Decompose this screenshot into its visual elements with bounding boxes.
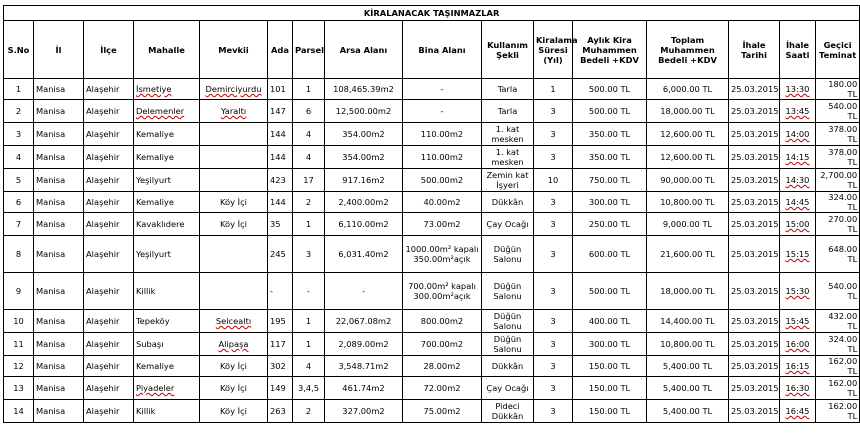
cell-sno: 6 xyxy=(4,192,34,213)
table-title: KİRALANACAK TAŞINMAZLAR xyxy=(4,6,860,21)
cell-saat: 16:15 xyxy=(780,356,816,377)
table-row xyxy=(4,356,860,377)
cell-sno: 4 xyxy=(4,146,34,169)
cell-ada: 117 xyxy=(268,333,293,356)
cell-sure: 3 xyxy=(534,236,573,273)
cell-mahalle: Kemaliye xyxy=(134,123,200,146)
cell-mahalle: Tepeköy xyxy=(134,310,200,333)
cell-arsa: 6,031.40m2 xyxy=(325,236,403,273)
cell-aylik: 300.00 TL xyxy=(573,333,647,356)
cell-il: Manisa xyxy=(34,356,84,377)
cell-sno: 10 xyxy=(4,310,34,333)
cell-sno: 2 xyxy=(4,100,34,123)
cell-ada: 147 xyxy=(268,100,293,123)
cell-saat: 15:45 xyxy=(780,310,816,333)
cell-sno: 7 xyxy=(4,213,34,236)
cell-teminat: 180.00 TL xyxy=(816,79,860,100)
cell-aylik: 150.00 TL xyxy=(573,356,647,377)
cell-sno: 13 xyxy=(4,377,34,400)
cell-mevkii xyxy=(200,169,268,192)
cell-arsa: 917.16m2 xyxy=(325,169,403,192)
cell-sure: 3 xyxy=(534,310,573,333)
cell-saat: 14:15 xyxy=(780,146,816,169)
cell-saat: 14:30 xyxy=(780,169,816,192)
cell-ilce: Alaşehir xyxy=(84,100,134,123)
cell-toplam: 10,800.00 TL xyxy=(647,192,729,213)
cell-arsa: 6,110.00m2 xyxy=(325,213,403,236)
cell-sno: 8 xyxy=(4,236,34,273)
cell-kullanim: 1. kat mesken xyxy=(482,146,534,169)
cell-il: Manisa xyxy=(34,123,84,146)
cell-arsa: 108,465.39m2 xyxy=(325,79,403,100)
cell-sure: 3 xyxy=(534,146,573,169)
cell-sure: 3 xyxy=(534,213,573,236)
cell-sure: 3 xyxy=(534,123,573,146)
cell-mevkii: Selcealtı xyxy=(200,310,268,333)
cell-sno: 5 xyxy=(4,169,34,192)
cell-arsa: - xyxy=(325,273,403,310)
cell-parsel: 3,4,5 xyxy=(293,377,325,400)
header-toplam: Toplam Muhammen Bedeli +KDV xyxy=(647,21,729,79)
cell-toplam: 14,400.00 TL xyxy=(647,310,729,333)
header-row xyxy=(4,21,860,79)
cell-sure: 3 xyxy=(534,273,573,310)
cell-mahalle: Yeşilyurt xyxy=(134,236,200,273)
cell-saat: 15:30 xyxy=(780,273,816,310)
table-row xyxy=(4,79,860,100)
cell-kullanim: Dükkân xyxy=(482,356,534,377)
cell-bina: 800.00m2 xyxy=(403,310,482,333)
cell-toplam: 12,600.00 TL xyxy=(647,123,729,146)
cell-mevkii: Köy İçi xyxy=(200,192,268,213)
cell-arsa: 2,089.00m2 xyxy=(325,333,403,356)
cell-teminat: 162.00 TL xyxy=(816,377,860,400)
cell-mahalle: Subaşı xyxy=(134,333,200,356)
cell-mevkii xyxy=(200,123,268,146)
cell-teminat: 324.00 TL xyxy=(816,333,860,356)
cell-mahalle: Kemaliye xyxy=(134,192,200,213)
cell-parsel: 1 xyxy=(293,333,325,356)
header-parsel: Parsel xyxy=(293,21,325,79)
cell-parsel: 2 xyxy=(293,192,325,213)
cell-aylik: 150.00 TL xyxy=(573,400,647,423)
header-sno: S.No xyxy=(4,21,34,79)
cell-teminat: 648.00 TL xyxy=(816,236,860,273)
cell-toplam: 5,400.00 TL xyxy=(647,356,729,377)
header-mevkii: Mevkii xyxy=(200,21,268,79)
cell-mahalle: Piyadeler xyxy=(134,377,200,400)
cell-mevkii xyxy=(200,273,268,310)
cell-kullanim: Dükkân xyxy=(482,192,534,213)
cell-saat: 15:00 xyxy=(780,213,816,236)
cell-mahalle: Killik xyxy=(134,273,200,310)
cell-arsa: 327.00m2 xyxy=(325,400,403,423)
cell-ada: - xyxy=(268,273,293,310)
cell-aylik: 600.00 TL xyxy=(573,236,647,273)
cell-mevkii xyxy=(200,146,268,169)
cell-parsel: 1 xyxy=(293,310,325,333)
cell-il: Manisa xyxy=(34,377,84,400)
table-row xyxy=(4,100,860,123)
cell-ilce: Alaşehir xyxy=(84,400,134,423)
cell-parsel: 1 xyxy=(293,213,325,236)
cell-ilce: Alaşehir xyxy=(84,356,134,377)
cell-mevkii: Köy İçi xyxy=(200,213,268,236)
table-row xyxy=(4,333,860,356)
cell-sure: 3 xyxy=(534,400,573,423)
cell-ada: 423 xyxy=(268,169,293,192)
header-bina: Bina Alanı xyxy=(403,21,482,79)
cell-mevkii: Yaraltı xyxy=(200,100,268,123)
header-sure: Kiralama Süresi (Yıl) xyxy=(534,21,573,79)
cell-sno: 12 xyxy=(4,356,34,377)
cell-sno: 3 xyxy=(4,123,34,146)
cell-ilce: Alaşehir xyxy=(84,213,134,236)
cell-sno: 14 xyxy=(4,400,34,423)
cell-ilce: Alaşehir xyxy=(84,79,134,100)
cell-toplam: 9,000.00 TL xyxy=(647,213,729,236)
cell-sno: 11 xyxy=(4,333,34,356)
cell-parsel: 3 xyxy=(293,236,325,273)
header-il: İl xyxy=(34,21,84,79)
cell-mahalle: Kemaliye xyxy=(134,356,200,377)
cell-arsa: 354.00m2 xyxy=(325,146,403,169)
cell-tarih: 25.03.2015 xyxy=(729,100,780,123)
cell-ada: 302 xyxy=(268,356,293,377)
cell-arsa: 354.00m2 xyxy=(325,123,403,146)
cell-il: Manisa xyxy=(34,79,84,100)
cell-ada: 149 xyxy=(268,377,293,400)
table-row xyxy=(4,273,860,310)
cell-arsa: 22,067.08m2 xyxy=(325,310,403,333)
cell-mahalle: Yeşilyurt xyxy=(134,169,200,192)
cell-aylik: 250.00 TL xyxy=(573,213,647,236)
cell-teminat: 540.00 TL xyxy=(816,273,860,310)
cell-aylik: 750.00 TL xyxy=(573,169,647,192)
cell-ada: 144 xyxy=(268,123,293,146)
cell-tarih: 25.03.2015 xyxy=(729,310,780,333)
cell-aylik: 500.00 TL xyxy=(573,100,647,123)
cell-parsel: - xyxy=(293,273,325,310)
cell-saat: 13:30 xyxy=(780,79,816,100)
cell-tarih: 25.03.2015 xyxy=(729,400,780,423)
cell-mevkii: Köy İçi xyxy=(200,377,268,400)
cell-ilce: Alaşehir xyxy=(84,273,134,310)
cell-il: Manisa xyxy=(34,400,84,423)
cell-aylik: 500.00 TL xyxy=(573,79,647,100)
cell-aylik: 150.00 TL xyxy=(573,377,647,400)
table-body xyxy=(4,79,860,423)
cell-sure: 1 xyxy=(534,79,573,100)
table-row xyxy=(4,236,860,273)
cell-aylik: 300.00 TL xyxy=(573,192,647,213)
cell-il: Manisa xyxy=(34,333,84,356)
cell-aylik: 500.00 TL xyxy=(573,273,647,310)
header-arsa: Arsa Alanı xyxy=(325,21,403,79)
cell-ilce: Alaşehir xyxy=(84,310,134,333)
cell-teminat: 432.00 TL xyxy=(816,310,860,333)
cell-sure: 3 xyxy=(534,377,573,400)
cell-toplam: 5,400.00 TL xyxy=(647,400,729,423)
cell-il: Manisa xyxy=(34,169,84,192)
header-tarih: İhale Tarihi xyxy=(729,21,780,79)
header-teminat: Geçici Teminat xyxy=(816,21,860,79)
cell-kullanim: Tarla xyxy=(482,79,534,100)
cell-kullanim: Tarla xyxy=(482,100,534,123)
cell-teminat: 378.00 TL xyxy=(816,123,860,146)
cell-il: Manisa xyxy=(34,310,84,333)
cell-parsel: 1 xyxy=(293,79,325,100)
cell-mevkii xyxy=(200,236,268,273)
cell-ada: 144 xyxy=(268,146,293,169)
cell-teminat: 162.00 TL xyxy=(816,356,860,377)
cell-il: Manisa xyxy=(34,236,84,273)
cell-tarih: 25.03.2015 xyxy=(729,377,780,400)
cell-mevkii: Köy İçi xyxy=(200,400,268,423)
cell-il: Manisa xyxy=(34,146,84,169)
cell-sure: 3 xyxy=(534,192,573,213)
cell-ada: 144 xyxy=(268,192,293,213)
cell-toplam: 18,000.00 TL xyxy=(647,273,729,310)
cell-saat: 13:45 xyxy=(780,100,816,123)
cell-saat: 16:30 xyxy=(780,377,816,400)
cell-arsa: 2,400.00m2 xyxy=(325,192,403,213)
cell-teminat: 270.00 TL xyxy=(816,213,860,236)
table-row xyxy=(4,146,860,169)
cell-toplam: 21,600.00 TL xyxy=(647,236,729,273)
cell-parsel: 4 xyxy=(293,356,325,377)
cell-tarih: 25.03.2015 xyxy=(729,169,780,192)
cell-tarih: 25.03.2015 xyxy=(729,123,780,146)
header-ilce: İlçe xyxy=(84,21,134,79)
cell-saat: 14:00 xyxy=(780,123,816,146)
cell-kullanim: Düğün Salonu xyxy=(482,236,534,273)
cell-bina: 110.00m2 xyxy=(403,146,482,169)
property-table-container xyxy=(3,5,858,423)
cell-arsa: 461.74m2 xyxy=(325,377,403,400)
cell-il: Manisa xyxy=(34,273,84,310)
cell-toplam: 18,000.00 TL xyxy=(647,100,729,123)
cell-ada: 35 xyxy=(268,213,293,236)
cell-tarih: 25.03.2015 xyxy=(729,79,780,100)
cell-mevkii: Alipaşa xyxy=(200,333,268,356)
cell-bina: - xyxy=(403,79,482,100)
header-saat: İhale Saati xyxy=(780,21,816,79)
cell-tarih: 25.03.2015 xyxy=(729,213,780,236)
cell-aylik: 350.00 TL xyxy=(573,123,647,146)
cell-toplam: 6,000.00 TL xyxy=(647,79,729,100)
cell-sure: 3 xyxy=(534,100,573,123)
cell-mahalle: Kavaklıdere xyxy=(134,213,200,236)
cell-bina: 700.00m² kapalı 300.00m²açık xyxy=(403,273,482,310)
cell-tarih: 25.03.2015 xyxy=(729,236,780,273)
cell-il: Manisa xyxy=(34,213,84,236)
cell-sure: 10 xyxy=(534,169,573,192)
cell-aylik: 400.00 TL xyxy=(573,310,647,333)
cell-mevkii: Köy İçi xyxy=(200,356,268,377)
cell-sure: 3 xyxy=(534,333,573,356)
cell-ada: 245 xyxy=(268,236,293,273)
cell-kullanim: Çay Ocağı xyxy=(482,213,534,236)
cell-kullanim: 1. kat mesken xyxy=(482,123,534,146)
cell-ilce: Alaşehir xyxy=(84,236,134,273)
cell-kullanim: Pideci Dükkân xyxy=(482,400,534,423)
table-row xyxy=(4,123,860,146)
table-row xyxy=(4,377,860,400)
cell-mahalle: Delemenler xyxy=(134,100,200,123)
table-row xyxy=(4,213,860,236)
cell-tarih: 25.03.2015 xyxy=(729,333,780,356)
cell-teminat: 2,700.00 TL xyxy=(816,169,860,192)
cell-toplam: 12,600.00 TL xyxy=(647,146,729,169)
cell-kullanim: Zemin kat İşyeri xyxy=(482,169,534,192)
cell-saat: 14:45 xyxy=(780,192,816,213)
cell-arsa: 3,548.71m2 xyxy=(325,356,403,377)
cell-bina: 40.00m2 xyxy=(403,192,482,213)
cell-sno: 1 xyxy=(4,79,34,100)
cell-sure: 3 xyxy=(534,356,573,377)
cell-parsel: 2 xyxy=(293,400,325,423)
table-row xyxy=(4,169,860,192)
cell-toplam: 5,400.00 TL xyxy=(647,377,729,400)
cell-ada: 263 xyxy=(268,400,293,423)
cell-tarih: 25.03.2015 xyxy=(729,356,780,377)
cell-saat: 15:15 xyxy=(780,236,816,273)
cell-teminat: 162.00 TL xyxy=(816,400,860,423)
table-row xyxy=(4,192,860,213)
cell-ilce: Alaşehir xyxy=(84,146,134,169)
property-table xyxy=(3,5,860,423)
cell-toplam: 10,800.00 TL xyxy=(647,333,729,356)
cell-bina: 73.00m2 xyxy=(403,213,482,236)
cell-tarih: 25.03.2015 xyxy=(729,146,780,169)
cell-aylik: 350.00 TL xyxy=(573,146,647,169)
cell-parsel: 17 xyxy=(293,169,325,192)
table-row xyxy=(4,400,860,423)
header-aylik: Aylık Kira Muhammen Bedeli +KDV xyxy=(573,21,647,79)
cell-arsa: 12,500.00m2 xyxy=(325,100,403,123)
cell-bina: 28.00m2 xyxy=(403,356,482,377)
cell-kullanim: Düğün Salonu xyxy=(482,273,534,310)
header-ada: Ada xyxy=(268,21,293,79)
cell-bina: 110.00m2 xyxy=(403,123,482,146)
cell-bina: - xyxy=(403,100,482,123)
cell-tarih: 25.03.2015 xyxy=(729,273,780,310)
cell-saat: 16:45 xyxy=(780,400,816,423)
cell-teminat: 378.00 TL xyxy=(816,146,860,169)
cell-saat: 16:00 xyxy=(780,333,816,356)
cell-kullanim: Düğün Salonu xyxy=(482,333,534,356)
cell-bina: 1000.00m² kapalı 350.00m²açık xyxy=(403,236,482,273)
header-mahalle: Mahalle xyxy=(134,21,200,79)
cell-parsel: 6 xyxy=(293,100,325,123)
cell-teminat: 540.00 TL xyxy=(816,100,860,123)
cell-sno: 9 xyxy=(4,273,34,310)
cell-teminat: 324.00 TL xyxy=(816,192,860,213)
cell-toplam: 90,000.00 TL xyxy=(647,169,729,192)
cell-ilce: Alaşehir xyxy=(84,377,134,400)
cell-mahalle: Kemaliye xyxy=(134,146,200,169)
cell-il: Manisa xyxy=(34,192,84,213)
cell-tarih: 25.03.2015 xyxy=(729,192,780,213)
cell-parsel: 4 xyxy=(293,123,325,146)
cell-ilce: Alaşehir xyxy=(84,192,134,213)
cell-ada: 195 xyxy=(268,310,293,333)
cell-bina: 75.00m2 xyxy=(403,400,482,423)
cell-ada: 101 xyxy=(268,79,293,100)
table-row xyxy=(4,310,860,333)
cell-bina: 72.00m2 xyxy=(403,377,482,400)
cell-kullanim: Düğün Salonu xyxy=(482,310,534,333)
cell-mevkii: Demirciyurdu xyxy=(200,79,268,100)
cell-ilce: Alaşehir xyxy=(84,169,134,192)
cell-parsel: 4 xyxy=(293,146,325,169)
cell-ilce: Alaşehir xyxy=(84,333,134,356)
cell-mahalle: Killik xyxy=(134,400,200,423)
cell-kullanim: Çay Ocağı xyxy=(482,377,534,400)
cell-bina: 500.00m2 xyxy=(403,169,482,192)
cell-bina: 700.00m2 xyxy=(403,333,482,356)
header-kullanim: Kullanım Şekli xyxy=(482,21,534,79)
cell-mahalle: İsmetiye xyxy=(134,79,200,100)
cell-il: Manisa xyxy=(34,100,84,123)
cell-ilce: Alaşehir xyxy=(84,123,134,146)
